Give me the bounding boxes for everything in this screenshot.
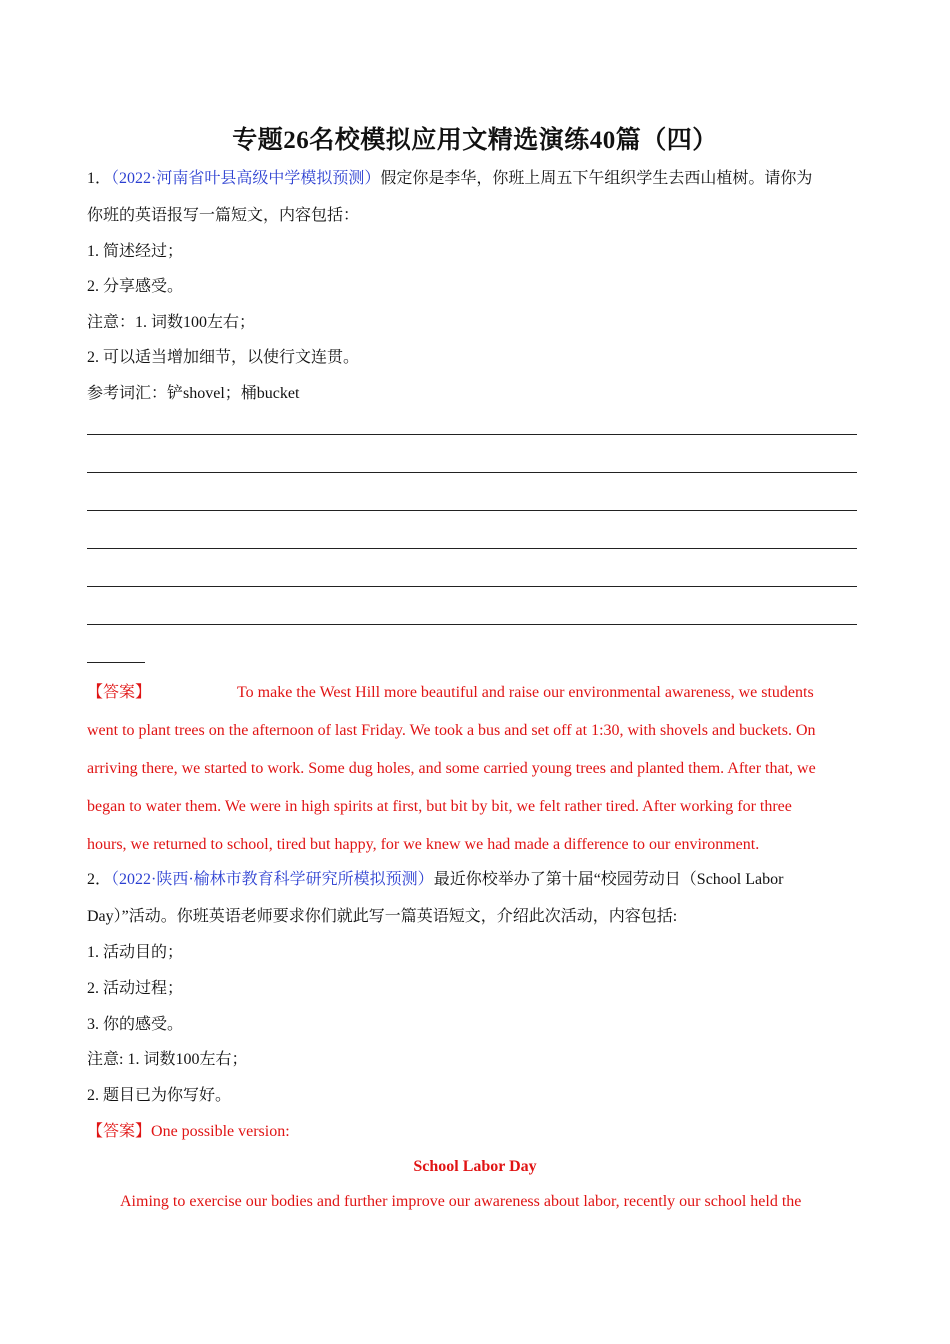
q2-essay-line-1: Aiming to exercise our bodies and further improve our awareness about labor, recently our school held the: [120, 1193, 802, 1210]
q2-prompt-line-1: [87, 870, 783, 890]
q1-item-2: 2. 分享感受。: [87, 278, 184, 295]
q1-prompt-line-2: 你班的英语报写一篇短文，内容包括：: [87, 207, 360, 224]
answer-blank-line: [87, 510, 857, 511]
q2-essay-title: School Labor Day: [413, 1158, 537, 1175]
q2-source: （2022·陕西·榆林市教育科学研究所模拟预测）: [111, 871, 434, 888]
answer-blank-line: [87, 434, 857, 435]
q2-number: 2．: [87, 871, 112, 888]
q2-note-1: 注意: 1. 词数100左右；: [87, 1051, 248, 1068]
answer-blank-line: [87, 472, 857, 473]
q2-answer-heading: [87, 1122, 290, 1142]
q1-item-1: 1. 简述经过；: [87, 243, 184, 260]
q1-note-1: 注意：1. 词数100左右；: [87, 314, 256, 331]
q1-source: （2022·河南省叶县高级中学模拟预测）: [111, 170, 381, 187]
q2-prompt-line-2: Day）”活动。你班英语老师要求你们就此写一篇英语短文，介绍此次活动，内容包括:: [87, 908, 678, 925]
q1-answer-line-1: To make the West Hill more beautiful and raise our environmental awareness, we students: [237, 684, 814, 701]
q1-answer-line-5: hours, we returned to school, tired but happy, for we knew we had made a difference to our environment.: [87, 836, 760, 853]
q1-number: 1．: [87, 170, 112, 187]
answer-blank-line: [87, 548, 857, 549]
q1-answer-line-4: began to water them. We were in high spirits at first, but bit by bit, we felt rather tired. After working for three: [87, 798, 792, 815]
answer-blank-line-short: [87, 662, 145, 663]
q1-answer-line-3: arriving there, we started to work. Some dug holes, and some carried young trees and planted them. After that, we: [87, 760, 816, 777]
q2-note-2: 2. 题目已为你写好。: [87, 1087, 232, 1104]
page-title: 专题26名校模拟应用文精选演练40篇（四）: [232, 127, 718, 154]
q1-vocab: 参考词汇：铲shovel；桶bucket: [87, 385, 300, 402]
q1-prompt-line-1: [87, 169, 812, 189]
q2-prompt-text-1: 最近你校举办了第十届“校园劳动日（School Labor: [433, 871, 784, 888]
q2-answer-intro: One possible version:: [151, 1123, 290, 1140]
q1-answer-label: 【答案】: [87, 684, 152, 701]
answer-blank-line: [87, 586, 857, 587]
q1-prompt-text-1: 假定你是李华，你班上周五下午组织学生去西山植树。请你为: [380, 170, 813, 187]
q2-answer-label: 【答案】: [87, 1123, 152, 1140]
q2-item-2: 2. 活动过程；: [87, 980, 184, 997]
q2-item-1: 1. 活动目的；: [87, 944, 184, 961]
q1-note-2: 2. 可以适当增加细节，以使行文连贯。: [87, 349, 360, 366]
answer-blank-line: [87, 624, 857, 625]
q1-answer-line-2: went to plant trees on the afternoon of last Friday. We took a bus and set off at 1:30, with shovels and buckets. On: [87, 722, 816, 739]
q2-item-3: 3. 你的感受。: [87, 1016, 184, 1033]
